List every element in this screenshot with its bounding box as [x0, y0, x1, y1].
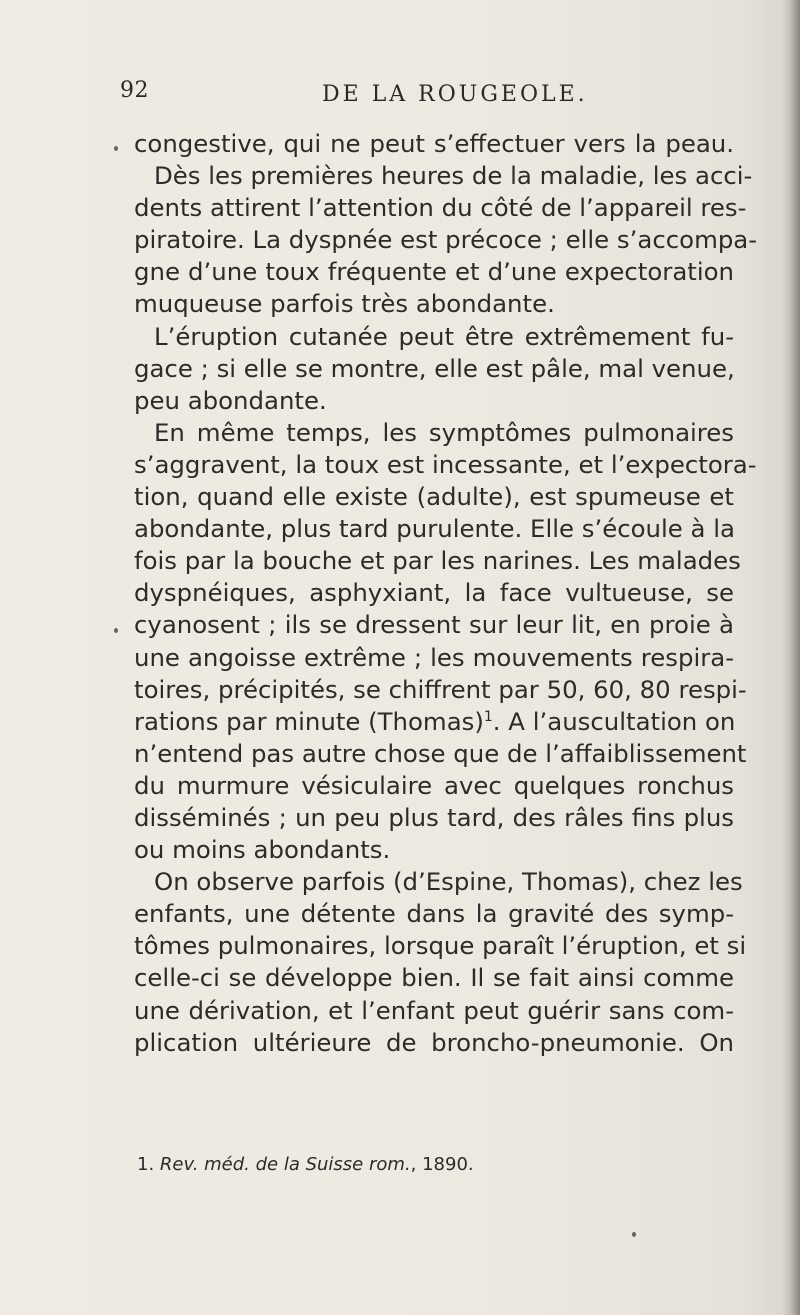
- ink-speck: [632, 1232, 636, 1237]
- footnote-reference: 1: [483, 708, 493, 725]
- ink-speck: [114, 628, 118, 633]
- footnote-year: , 1890.: [410, 1154, 474, 1175]
- text-line: gne d’une toux fréquente et d’une expectoration: [134, 257, 734, 287]
- text-line: s’aggravent, la toux est incessante, et l’expectora-: [134, 449, 757, 479]
- text-line: plication ultérieure de broncho-pneumonie. On: [134, 1027, 734, 1057]
- text-line: tômes pulmonaires, lorsque paraît l’éruption, et si: [134, 931, 747, 961]
- text-line: tion, quand elle existe (adulte), est spumeuse et: [134, 482, 734, 512]
- page-edge-shadow: [782, 0, 800, 1315]
- text-line: enfants, une détente dans la gravité des symp-: [134, 899, 734, 929]
- text-line: abondante, plus tard purulente. Elle s’écoule à la: [134, 514, 735, 544]
- running-title: DE LA ROUGEOLE.: [322, 82, 588, 107]
- text-line: dyspnéiques, asphyxiant, la face vultueuse, se: [134, 578, 734, 608]
- text-line: En même temps, les symptômes pulmonaires: [154, 417, 734, 447]
- text-line: Dès les premières heures de la maladie, les acci-: [154, 161, 753, 191]
- footnote-marker: 1.: [137, 1154, 155, 1175]
- text-line: cyanosent ; ils se dressent sur leur lit, en proie à: [134, 610, 734, 640]
- text-line: gace ; si elle se montre, elle est pâle, mal venue,: [134, 353, 735, 383]
- page-number: 92: [120, 78, 149, 103]
- text-line: peu abondante.: [134, 385, 327, 415]
- text-line: piratoire. La dyspnée est précoce ; elle s’accompa-: [134, 225, 758, 255]
- text-line: une angoisse extrême ; les mouvements respira-: [134, 642, 734, 672]
- footnote-source: Rev. méd. de la Suisse rom.: [159, 1154, 411, 1175]
- text-line: dents attirent l’attention du côté de l’appareil res-: [134, 193, 747, 223]
- ink-speck: [114, 146, 118, 151]
- text-line: une dérivation, et l’enfant peut guérir sans com-: [134, 995, 734, 1025]
- text-line: fois par la bouche et par les narines. Les malades: [134, 546, 741, 576]
- text-fragment: rations par minute (Thomas): [134, 706, 484, 736]
- text-line: n’entend pas autre chose que de l’affaiblissement: [134, 738, 747, 768]
- text-fragment: . A l’auscultation on: [492, 706, 736, 736]
- text-line: On observe parfois (d’Espine, Thomas), chez les: [154, 867, 743, 897]
- text-line: du murmure vésiculaire avec quelques ronchus: [134, 770, 734, 800]
- text-line: L’éruption cutanée peut être extrêmement fu-: [154, 321, 734, 351]
- text-line: disséminés ; un peu plus tard, des râles fins plus: [134, 802, 734, 832]
- body-text: [134, 128, 758, 1059]
- text-line: ou moins abondants.: [134, 835, 391, 865]
- text-line: toires, précipités, se chiffrent par 50, 60, 80 respi-: [134, 674, 747, 704]
- text-line: congestive, qui ne peut s’effectuer vers la peau.: [134, 129, 734, 158]
- text-line-with-footnote-ref: [134, 706, 734, 738]
- page-header: [0, 78, 800, 112]
- text-line: muqueuse parfois très abondante.: [134, 289, 555, 319]
- footnote: [137, 1154, 474, 1175]
- text-line: celle-ci se développe bien. Il se fait ainsi comme: [134, 963, 734, 993]
